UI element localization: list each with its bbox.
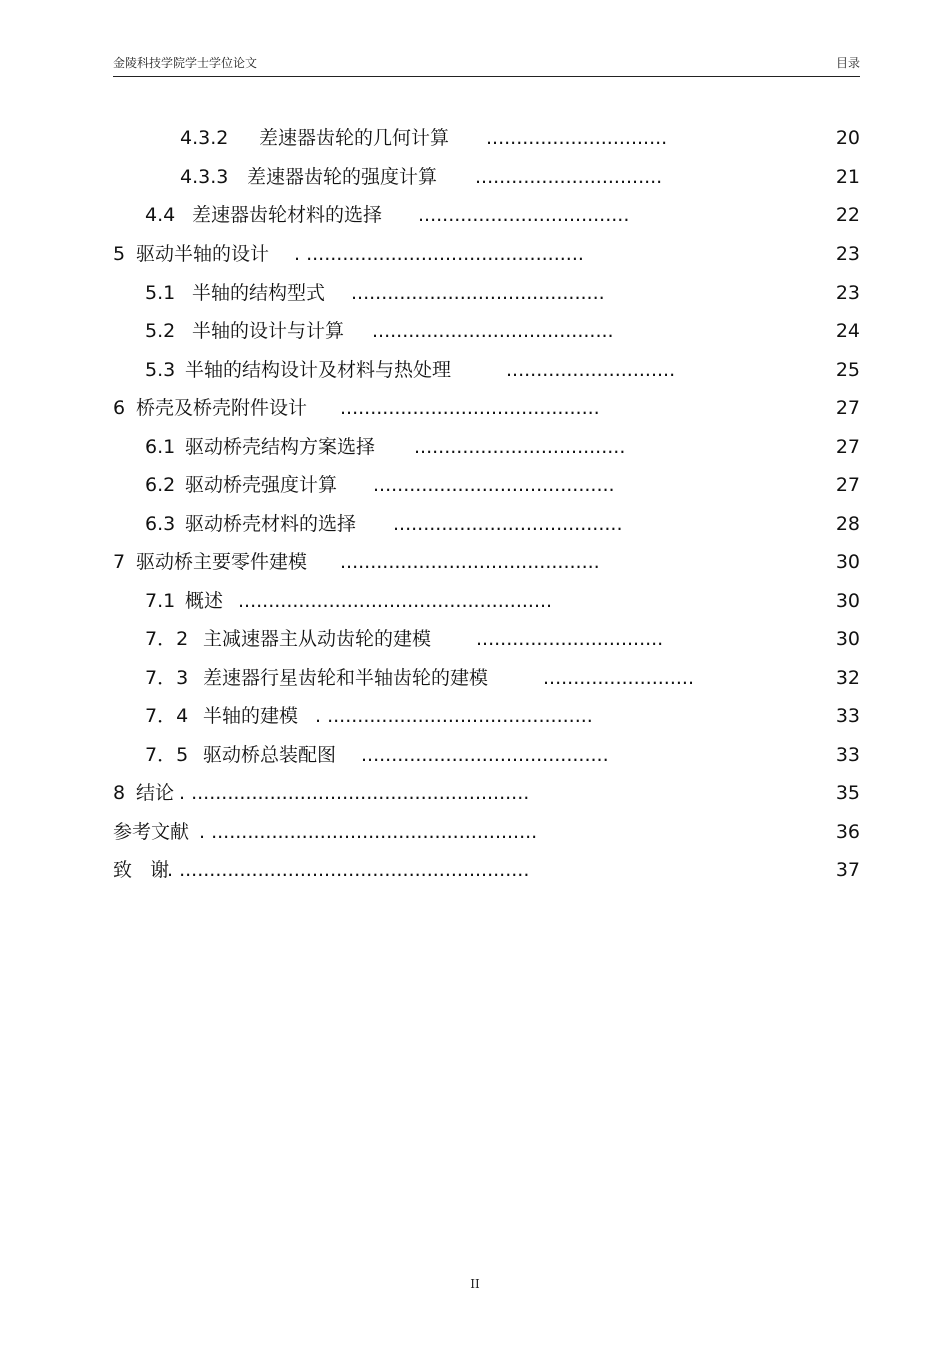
toc-entry[interactable] [113, 280, 860, 306]
page-number-footer: II [470, 1277, 480, 1291]
toc-entry[interactable] [113, 857, 860, 883]
toc-entry-page: 22 [835, 204, 860, 226]
toc-entry-title: 驱动桥总装配图 [203, 744, 337, 766]
toc-entry[interactable] [113, 202, 860, 228]
toc-entry[interactable] [113, 703, 860, 729]
toc-entry-page: 30 [835, 551, 860, 573]
toc-entry-leader: ................................... [418, 204, 630, 226]
toc-entry-title: 致 谢 [113, 859, 170, 881]
toc-entry-number: 4.3.2 [180, 127, 229, 149]
toc-entry-title: 半轴的结构型式 [192, 282, 326, 304]
toc-entry-page: 37 [835, 859, 860, 881]
toc-entry-number: 6.3 [145, 513, 176, 535]
toc-entry-title: 结论 [136, 782, 175, 804]
toc-entry-number: 6 [113, 397, 126, 419]
toc-entry-number: 5.2 [145, 320, 176, 342]
toc-entry-page: 30 [835, 628, 860, 650]
toc-entry-page: 23 [835, 282, 860, 304]
header-section-name: 目录 [835, 56, 860, 70]
toc-entry-page: 30 [835, 590, 860, 612]
toc-entry[interactable] [113, 164, 860, 190]
toc-entry-leader: .......................................... [351, 282, 605, 304]
toc-entry-page: 35 [835, 782, 860, 804]
toc-entry-number: 7．5 [145, 744, 189, 766]
toc-entry-page: 20 [835, 127, 860, 149]
toc-entry-number: 7 [113, 551, 126, 573]
toc-entry-number: 4.4 [145, 204, 176, 226]
toc-entry[interactable] [113, 125, 860, 151]
toc-entry-leader: ............................ [506, 359, 676, 381]
toc-entry[interactable] [113, 549, 860, 575]
toc-entry-leader: ........................................ [372, 320, 614, 342]
toc-entry-page: 27 [835, 436, 860, 458]
toc-entry[interactable] [113, 395, 860, 421]
toc-entry-title: 参考文献 [113, 821, 190, 843]
toc-entry-leader: ........................................... [340, 397, 600, 419]
toc-entry-number: 5.1 [145, 282, 176, 304]
toc-entry-title: 主减速器主从动齿轮的建模 [203, 628, 432, 650]
toc-entry-number: 8 [113, 782, 126, 804]
toc-entry-number: 6.2 [145, 474, 176, 496]
toc-entry-number: 4.3.3 [180, 166, 229, 188]
toc-entry-number: 7．2 [145, 628, 189, 650]
toc-entry-leader: . ............................................ [315, 705, 593, 727]
toc-entry-page: 32 [835, 667, 860, 689]
toc-entry-title: 驱动桥壳结构方案选择 [185, 436, 376, 458]
toc-entry-leader: .................................................... [238, 590, 553, 612]
toc-entry-leader: ............................... [476, 628, 664, 650]
toc-entry-leader: ............................... [475, 166, 663, 188]
toc-entry-number: 7．3 [145, 667, 189, 689]
toc-entry-leader: ........................................... [340, 551, 600, 573]
toc-entry-number: 5.3 [145, 359, 176, 381]
toc-entry-leader: ........................................ [373, 474, 615, 496]
toc-entry-page: 21 [835, 166, 860, 188]
toc-entry-page: 25 [835, 359, 860, 381]
toc-entry-leader: ...................................... [393, 513, 623, 535]
toc-entry-number: 6.1 [145, 436, 176, 458]
toc-entry-title: 半轴的结构设计及材料与热处理 [185, 359, 452, 381]
toc-entry[interactable] [113, 318, 860, 344]
toc-entry-title: 驱动桥主要零件建模 [136, 551, 308, 573]
toc-entry-page: 33 [835, 705, 860, 727]
toc-entry-leader: . ...................................................... [199, 821, 538, 843]
toc-entry-title: 差速器齿轮的几何计算 [259, 127, 450, 149]
toc-entry-title: 半轴的设计与计算 [192, 320, 345, 342]
toc-entry-number: 7.1 [145, 590, 176, 612]
toc-entry-leader: .............................. [486, 127, 668, 149]
toc-entry[interactable] [113, 357, 860, 383]
toc-entry-title: 概述 [185, 590, 224, 612]
toc-entry-title: 差速器齿轮的强度计算 [247, 166, 438, 188]
toc-entry-leader: . ........................................................ [179, 782, 530, 804]
toc-entry-page: 23 [835, 243, 860, 265]
toc-entry[interactable] [113, 241, 860, 267]
toc-entry-number: 5 [113, 243, 126, 265]
toc-entry-title: 桥壳及桥壳附件设计 [136, 397, 308, 419]
toc-entry-page: 36 [835, 821, 860, 843]
toc-entry-page: 27 [835, 474, 860, 496]
toc-entry-leader: ................................... [414, 436, 626, 458]
toc-entry-title: 驱动桥壳强度计算 [185, 474, 338, 496]
toc-entry-title: 半轴的建模 [203, 705, 299, 727]
toc-entry-number: 7．4 [145, 705, 189, 727]
toc-entry-title: 驱动桥壳材料的选择 [185, 513, 357, 535]
toc-entry[interactable] [113, 472, 860, 498]
toc-entry[interactable] [113, 819, 860, 845]
toc-entry-title: 差速器齿轮材料的选择 [192, 204, 383, 226]
toc-entry[interactable] [113, 434, 860, 460]
toc-entry[interactable] [113, 588, 860, 614]
toc-entry-page: 24 [835, 320, 860, 342]
toc-entry-title: 驱动半轴的设计 [136, 243, 270, 265]
toc-entry-leader: . .......................................................... [167, 859, 530, 881]
toc-entry[interactable] [113, 742, 860, 768]
toc-entry[interactable] [113, 665, 860, 691]
toc-entry-leader: . .............................................. [294, 243, 584, 265]
toc-entry[interactable] [113, 511, 860, 537]
toc-entry[interactable] [113, 626, 860, 652]
toc-entry-title: 差速器行星齿轮和半轴齿轮的建模 [203, 667, 489, 689]
toc-entry-leader: ......................................... [361, 744, 609, 766]
toc-entry[interactable] [113, 780, 860, 806]
toc-entry-page: 28 [835, 513, 860, 535]
toc-entry-page: 27 [835, 397, 860, 419]
header-thesis-title: 金陵科技学院学士学位论文 [113, 56, 258, 70]
page-header [113, 52, 860, 77]
toc-entry-page: 33 [835, 744, 860, 766]
toc-entry-leader: ......................... [543, 667, 694, 689]
